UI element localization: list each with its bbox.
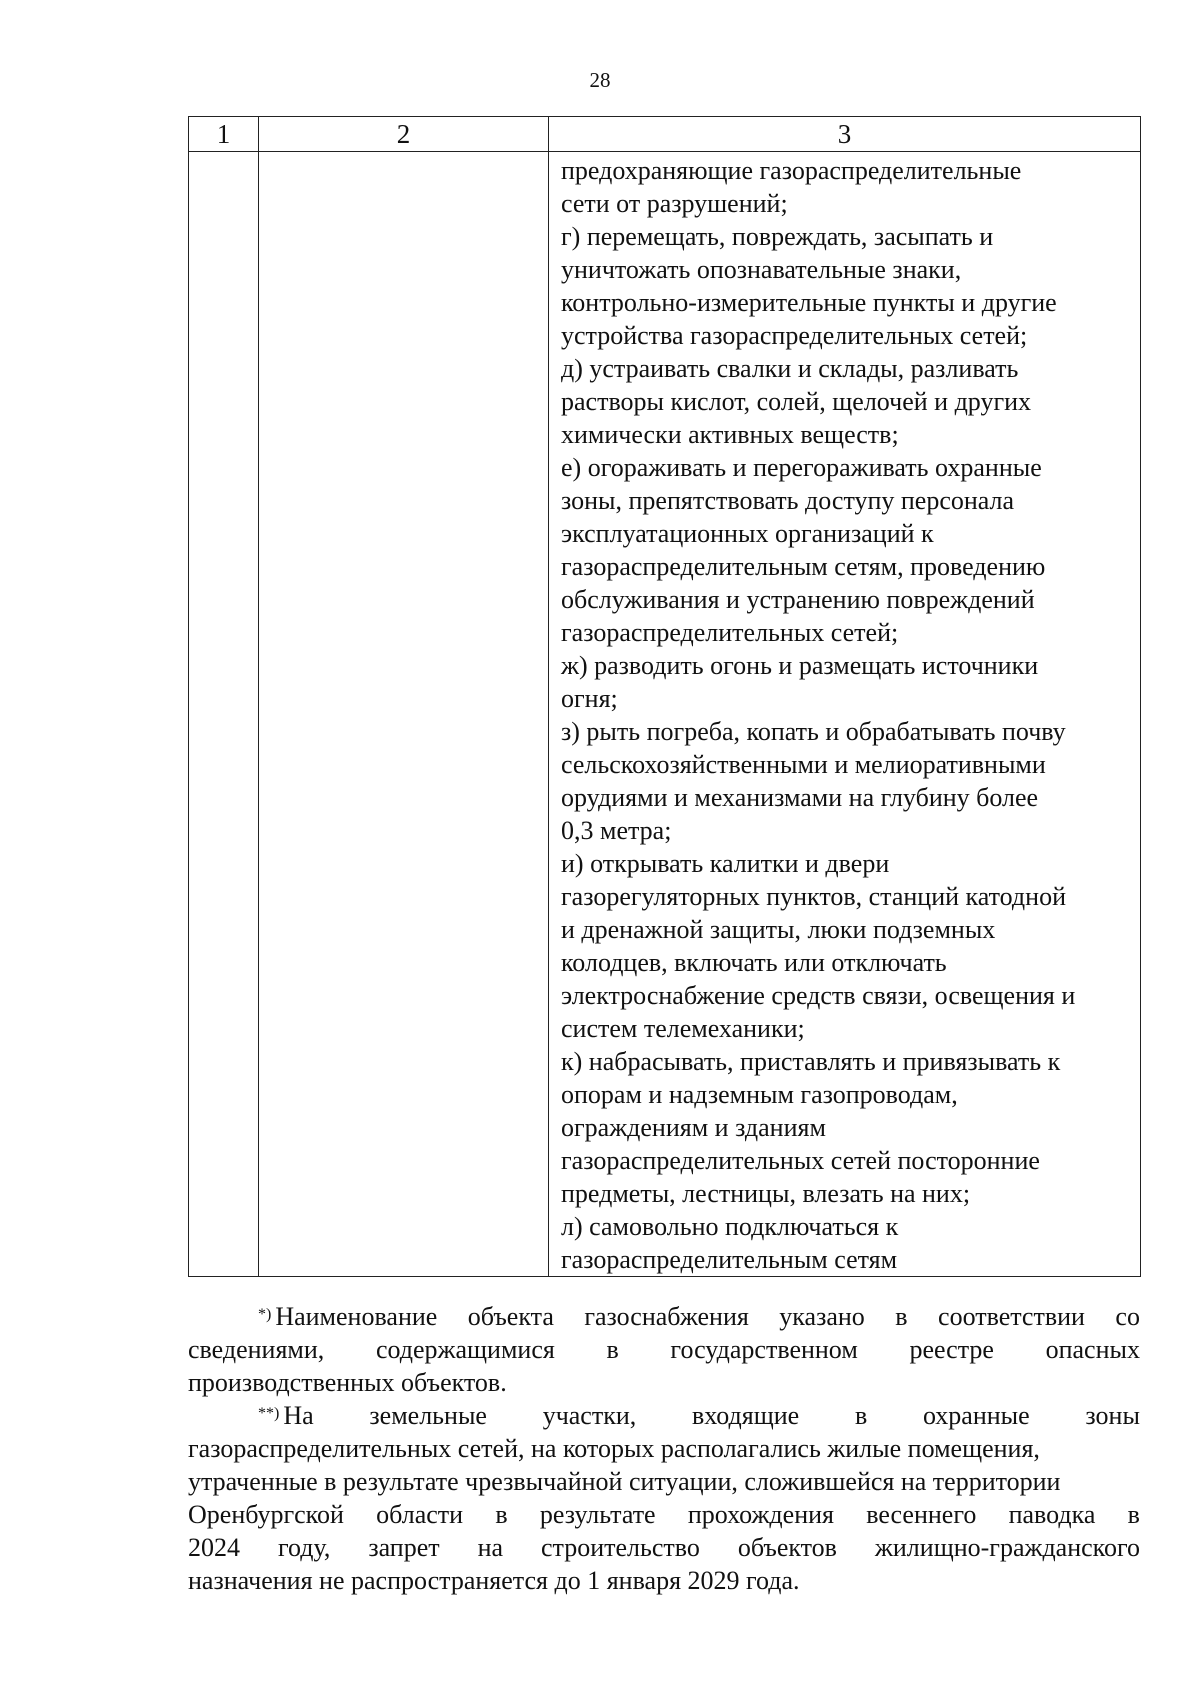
restriction-line: химически активных веществ; [561, 420, 899, 449]
restriction-line: предметы, лестницы, влезать на них; [561, 1179, 971, 1208]
restriction-line: контрольно-измерительные пункты и другие [561, 288, 1057, 317]
restriction-line: колодцев, включать или отключать [561, 948, 947, 977]
restriction-line: устройства газораспределительных сетей; [561, 321, 1028, 350]
table-cell-col2 [259, 152, 549, 1277]
footnote-word: **) На [258, 1401, 314, 1430]
restriction-line: е) огораживать и перегораживать охранные [561, 453, 1042, 482]
restriction-line: г) перемещать, повреждать, засыпать и [561, 222, 994, 251]
header-cell-1: 1 [189, 117, 259, 152]
restriction-line: д) устраивать свалки и склады, разливать [561, 354, 1019, 383]
restriction-line: электроснабжение средств связи, освещения и [561, 981, 1076, 1010]
footnote-word: газоснабжения [584, 1302, 749, 1331]
footnote-word: входящие [692, 1401, 800, 1430]
restriction-line: систем телемеханики; [561, 1014, 805, 1043]
restriction-line: зоны, препятствовать доступу персонала [561, 486, 1015, 515]
restriction-line: и дренажной защиты, люки подземных [561, 915, 996, 944]
footnotes [188, 1300, 1140, 1597]
restriction-line: обслуживания и устранению повреждений [561, 585, 1035, 614]
restriction-line: орудиями и механизмами на глубину более [561, 783, 1039, 812]
footnote-word: опасных [1045, 1335, 1140, 1364]
footnote-word: паводка [1008, 1500, 1096, 1529]
footnote-word: государственном [670, 1335, 858, 1364]
footnote-word: указано [779, 1302, 865, 1331]
footnote-2-line-2: газораспределительных сетей, на которых располагались жилые помещения, [188, 1434, 1040, 1463]
footnote-word: запрет [368, 1533, 440, 1562]
footnote-word: участки, [542, 1401, 637, 1430]
restriction-line: з) рыть погреба, копать и обрабатывать почву [561, 717, 1066, 746]
restriction-line: ограждениям и зданиям [561, 1113, 826, 1142]
restriction-line: и) открывать калитки и двери [561, 849, 890, 878]
footnote-1-line-3: производственных объектов. [188, 1368, 507, 1397]
restriction-line: л) самовольно подключаться к [561, 1212, 899, 1241]
restriction-line: газораспределительным сетям, проведению [561, 552, 1046, 581]
restriction-line: 0,3 метра; [561, 816, 672, 845]
table-cell-col3 [549, 152, 1141, 1277]
footnote-word: охранные [922, 1401, 1030, 1430]
restriction-line: растворы кислот, солей, щелочей и других [561, 387, 1032, 416]
footnote-word: реестре [909, 1335, 994, 1364]
footnote-2-line-6: назначения не распространяется до 1 января 2029 года. [188, 1566, 800, 1595]
restriction-line: опорам и надземным газопроводам, [561, 1080, 958, 1109]
footnote-word: в [606, 1335, 619, 1364]
restriction-line: газораспределительных сетей; [561, 618, 899, 647]
footnote-word: 2024 [188, 1533, 240, 1562]
footnote-word: объектов [737, 1533, 837, 1562]
restriction-line: газораспределительным сетям [561, 1245, 898, 1274]
footnote-2-line-5 [188, 1531, 1140, 1564]
footnote-word: земельные [369, 1401, 487, 1430]
footnote-word: зоны [1085, 1401, 1140, 1430]
footnote-word: году, [277, 1533, 331, 1562]
footnote-word: со [1115, 1302, 1140, 1331]
footnote-word: соответствии [938, 1302, 1085, 1331]
table-row [189, 152, 1141, 1277]
page-number: 28 [589, 68, 611, 92]
restriction-line: уничтожать опознавательные знаки, [561, 255, 962, 284]
table-cell-col1 [189, 152, 259, 1277]
restriction-line: газорегуляторных пунктов, станций катодной [561, 882, 1066, 911]
restriction-line: сельскохозяйственными и мелиоративными [561, 750, 1046, 779]
footnote-word: в [495, 1500, 508, 1529]
footnote-1 [188, 1300, 1140, 1399]
footnote-word: прохождения [687, 1500, 834, 1529]
footnote-1-line-2 [188, 1333, 1140, 1366]
footnote-2 [188, 1399, 1140, 1597]
header-cell-2: 2 [259, 117, 549, 152]
footnote-word: объекта [467, 1302, 554, 1331]
footnote-word: сведениями, [188, 1335, 325, 1364]
footnote-word: весеннего [866, 1500, 977, 1529]
restriction-line: к) набрасывать, приставлять и привязывать к [561, 1047, 1061, 1076]
footnote-word: в [854, 1401, 868, 1430]
document-table [188, 116, 1141, 1277]
footnote-1-mark: *) [258, 1306, 272, 1323]
restriction-line: эксплуатационных организаций к [561, 519, 934, 548]
footnote-word: области [376, 1500, 464, 1529]
restriction-line: огня; [561, 684, 618, 713]
footnote-2-line-3: утраченные в результате чрезвычайной ситуации, сложившейся на территории [188, 1467, 1061, 1496]
footnote-word: строительство [540, 1533, 700, 1562]
footnote-word: жилищно-гражданского [874, 1533, 1140, 1562]
footnote-word: результате [539, 1500, 656, 1529]
footnote-2-mark: **) [258, 1405, 280, 1422]
footnote-word: на [477, 1533, 504, 1562]
footnote-word: *) Наименование [258, 1302, 438, 1331]
footnote-word: в [1127, 1500, 1140, 1529]
restriction-line: предохраняющие газораспределительные [561, 156, 1022, 185]
footnote-1-line-1 [188, 1300, 1140, 1333]
restriction-line: ж) разводить огонь и размещать источники [561, 651, 1039, 680]
table-header-row [189, 117, 1141, 152]
footnote-word: Оренбургской [188, 1500, 344, 1529]
footnote-2-line-4 [188, 1498, 1140, 1531]
restriction-line: газораспределительных сетей посторонние [561, 1146, 1040, 1175]
header-cell-3: 3 [549, 117, 1141, 152]
footnote-word: содержащимися [375, 1335, 555, 1364]
restriction-line: сети от разрушений; [561, 189, 788, 218]
footnote-word: в [895, 1302, 908, 1331]
footnote-2-line-1 [188, 1399, 1140, 1432]
